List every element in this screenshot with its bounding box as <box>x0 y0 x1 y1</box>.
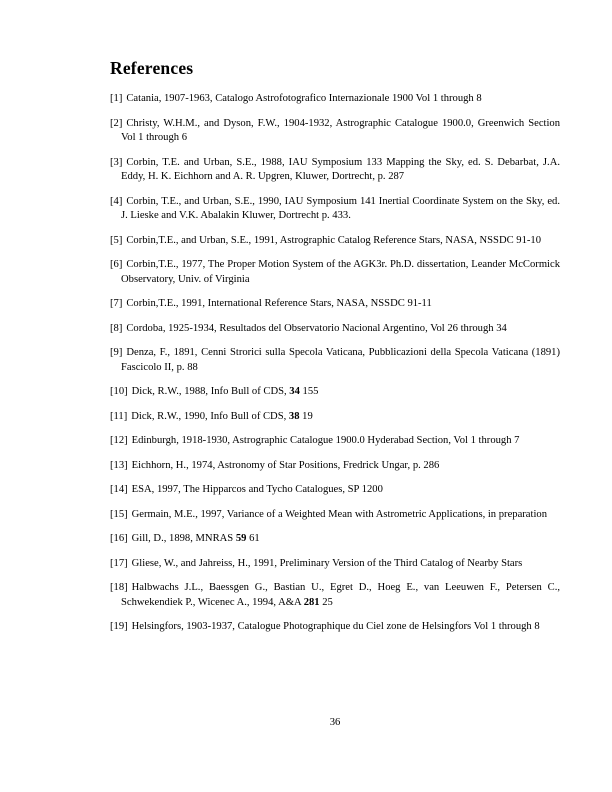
reference-segment: Denza, F., 1891, Cenni Strorici sulla Specola Vaticana, Pubblicazioni della Specola Vaticana (1891) Fascicolo II, p. 88 <box>121 347 560 373</box>
reference-segment: Halbwachs J.L., Baessgen G., Bastian U., Egret D., Hoeg E., van Leeuwen F., Petersen C., Schwekendiek P., Wicenec A., 1994, A&A <box>121 582 560 608</box>
reference-text <box>132 386 319 397</box>
reference-item <box>110 410 560 425</box>
reference-text <box>126 235 541 246</box>
reference-segment: ESA, 1997, The Hipparcos and Tycho Catalogues, SP 1200 <box>131 484 383 496</box>
reference-volume-bold: 59 <box>235 533 247 545</box>
reference-text <box>121 259 560 285</box>
reference-item <box>110 322 560 337</box>
page-number: 36 <box>329 717 341 728</box>
reference-text <box>121 582 560 608</box>
reference-segment: 25 <box>319 596 333 608</box>
reference-item <box>110 346 560 375</box>
reference-label: [1] <box>110 93 123 105</box>
reference-item <box>110 258 560 287</box>
reference-segment: Corbin, T.E., and Urban, S.E., 1990, IAU Symposium 141 Inertial Coordinate System on the Sky, ed. J. Lieske and V.K. Abalakin Kluwer, Dortrecht p. 433. <box>121 195 560 222</box>
reference-segment: 61 <box>246 533 260 545</box>
reference-label: [11] <box>110 410 128 422</box>
reference-text <box>132 484 383 495</box>
reference-segment: 155 <box>299 386 319 398</box>
reference-label: [8] <box>110 322 123 334</box>
reference-segment: Gill, D., 1898, MNRAS <box>131 533 236 545</box>
reference-segment: Corbin,T.E., 1977, The Proper Motion System of the AGK3r. Ph.D. dissertation, Leander McCormick Observatory, Univ. of Virginia <box>121 259 560 285</box>
reference-item <box>110 385 560 400</box>
references-heading: References <box>110 58 194 78</box>
reference-text <box>132 509 547 520</box>
reference-segment: Germain, M.E., 1997, Variance of a Weighted Mean with Astrometric Applications, in preparation <box>131 508 547 520</box>
reference-volume-bold: 38 <box>288 410 300 422</box>
reference-list <box>110 92 560 635</box>
reference-text <box>132 435 520 446</box>
reference-segment: Helsingfors, 1903-1937, Catalogue Photographique du Ciel zone de Helsingfors Vol 1 through 8 <box>131 621 540 633</box>
reference-item <box>110 156 560 185</box>
reference-item <box>110 508 560 523</box>
reference-segment: Edinburgh, 1918-1930, Astrographic Catalogue 1900.0 Hyderabad Section, Vol 1 through 7 <box>131 435 520 447</box>
reference-label: [9] <box>110 347 123 359</box>
reference-item <box>110 483 560 498</box>
reference-item <box>110 92 560 107</box>
reference-segment: Cordoba, 1925-1934, Resultados del Observatorio Nacional Argentino, Vol 26 through 34 <box>126 322 507 334</box>
reference-text <box>126 298 431 309</box>
reference-text <box>132 621 540 632</box>
reference-volume-bold: 281 <box>303 596 320 608</box>
reference-label: [4] <box>110 195 123 207</box>
reference-segment: 19 <box>299 410 313 422</box>
reference-text <box>131 411 312 422</box>
reference-item <box>110 117 560 146</box>
reference-text <box>132 533 260 544</box>
reference-label: [3] <box>110 156 123 168</box>
reference-item <box>110 459 560 474</box>
reference-item <box>110 434 560 449</box>
reference-text <box>132 558 523 569</box>
reference-text <box>121 196 560 222</box>
reference-label: [10] <box>110 386 128 398</box>
reference-label: [14] <box>110 484 128 496</box>
reference-segment: Eichhorn, H., 1974, Astronomy of Star Positions, Fredrick Ungar, p. 286 <box>131 459 440 471</box>
reference-item <box>110 557 560 572</box>
reference-segment: Corbin,T.E., 1991, International Reference Stars, NASA, NSSDC 91-11 <box>126 298 432 310</box>
reference-label: [19] <box>110 621 128 633</box>
reference-segment: Gliese, W., and Jahreiss, H., 1991, Preliminary Version of the Third Catalog of Nearby Stars <box>131 557 523 569</box>
reference-label: [18] <box>110 582 128 594</box>
reference-label: [2] <box>110 117 123 129</box>
reference-text <box>126 93 481 104</box>
reference-volume-bold: 34 <box>289 386 300 398</box>
reference-segment: Catania, 1907-1963, Catalogo Astrofotografico Internazionale 1900 Vol 1 through 8 <box>126 93 482 105</box>
reference-text <box>121 157 560 183</box>
reference-segment: Dick, R.W., 1990, Info Bull of CDS, <box>131 410 289 422</box>
reference-text <box>121 118 560 144</box>
reference-text <box>121 347 560 373</box>
reference-segment: Dick, R.W., 1988, Info Bull of CDS, <box>131 386 290 398</box>
reference-label: [13] <box>110 459 128 471</box>
reference-item <box>110 234 560 249</box>
reference-label: [15] <box>110 508 128 520</box>
reference-segment: Corbin, T.E. and Urban, S.E., 1988, IAU Symposium 133 Mapping the Sky, ed. S. Debarbat, J.A. Eddy, H. K. Eichhorn and A. R. Upgren, Kluwer, Dortrecht, p. 287 <box>121 156 560 183</box>
reference-item <box>110 297 560 312</box>
reference-label: [7] <box>110 298 123 310</box>
reference-label: [6] <box>110 259 123 271</box>
reference-segment: Corbin,T.E., and Urban, S.E., 1991, Astrographic Catalog Reference Stars, NASA, NSSDC 91-10 <box>126 234 542 246</box>
reference-label: [17] <box>110 557 128 569</box>
reference-item <box>110 620 560 635</box>
page-content <box>110 59 560 645</box>
reference-label: [5] <box>110 234 123 246</box>
reference-segment: Christy, W.H.M., and Dyson, F.W., 1904-1932, Astrographic Catalogue 1900.0, Greenwich Section Vol 1 through 6 <box>121 117 560 144</box>
reference-label: [12] <box>110 435 128 447</box>
reference-label: [16] <box>110 533 128 545</box>
reference-item <box>110 532 560 547</box>
reference-item <box>110 195 560 224</box>
reference-item <box>110 581 560 610</box>
reference-text <box>126 323 506 334</box>
reference-text <box>132 460 440 471</box>
